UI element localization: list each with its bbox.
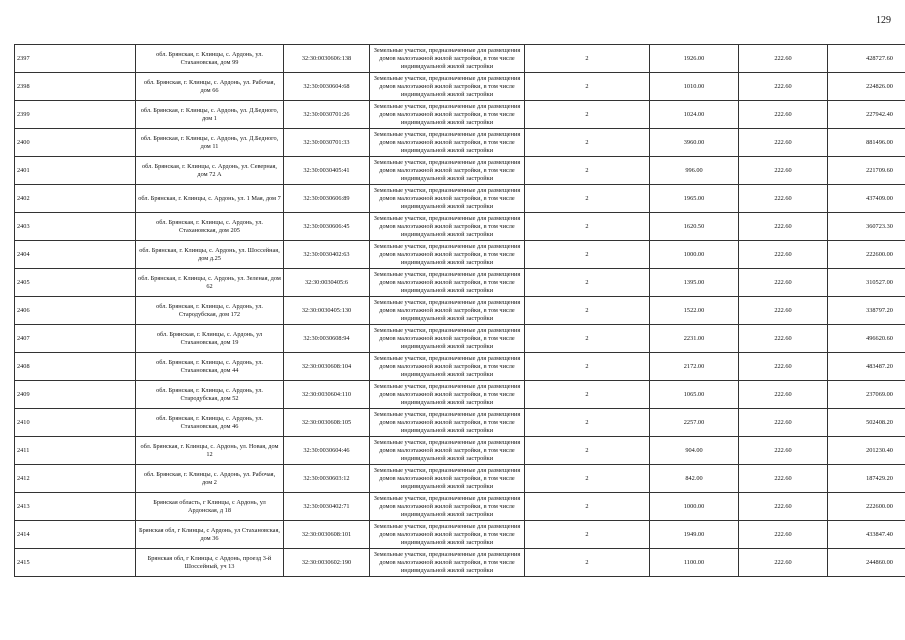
cadastral-number-cell: 32:30:0030604:110 — [284, 381, 370, 409]
page-number: 129 — [876, 15, 891, 26]
category-cell: 2 — [525, 325, 650, 353]
area-cell: 3960.00 — [650, 129, 739, 157]
rate-cell: 222.60 — [739, 241, 828, 269]
land-use-cell: Земельные участки, предназначенные для размещения домов малоэтажной жилой застройки, в том числе индивидуальной жилой застройки — [370, 381, 525, 409]
category-cell: 2 — [525, 213, 650, 241]
area-cell: 1949.00 — [650, 521, 739, 549]
area-cell: 2231.00 — [650, 325, 739, 353]
address-cell: обл. Брянская, г. Клинцы, с. Ардонь, ул Стахановская, дом 19 — [136, 325, 284, 353]
row-number: 2404 — [15, 241, 136, 269]
area-cell: 1395.00 — [650, 269, 739, 297]
cadastral-number-cell: 32:30:0030402:71 — [284, 493, 370, 521]
table-row — [15, 241, 905, 269]
address-cell: обл. Брянская, г. Клинцы, с. Ардонь, ул. Д.Бедного, дом 11 — [136, 129, 284, 157]
address-cell: обл. Брянская, г. Клинцы, с. Ардонь, ул. Стародубская, дом 52 — [136, 381, 284, 409]
rate-cell: 222.60 — [739, 297, 828, 325]
cadastral-value-cell: 881496.00 — [828, 129, 905, 157]
table-row — [15, 157, 905, 185]
cadastral-number-cell: 32:30:0030608:104 — [284, 353, 370, 381]
land-use-cell: Земельные участки, предназначенные для размещения домов малоэтажной жилой застройки, в том числе индивидуальной жилой застройки — [370, 73, 525, 101]
cadastral-value-cell: 221709.60 — [828, 157, 905, 185]
category-cell: 2 — [525, 157, 650, 185]
rate-cell: 222.60 — [739, 353, 828, 381]
cadastral-number-cell: 32:30:0030608:101 — [284, 521, 370, 549]
area-cell: 2257.00 — [650, 409, 739, 437]
row-number: 2407 — [15, 325, 136, 353]
land-use-cell: Земельные участки, предназначенные для размещения домов малоэтажной жилой застройки, в том числе индивидуальной жилой застройки — [370, 493, 525, 521]
cadastral-value-cell: 222600.00 — [828, 493, 905, 521]
rate-cell: 222.60 — [739, 493, 828, 521]
area-cell: 1965.00 — [650, 185, 739, 213]
area-cell: 1000.00 — [650, 241, 739, 269]
row-number: 2411 — [15, 437, 136, 465]
address-cell: обл. Брянская, г. Клинцы, с. Ардонь, ул. Шоссейная, дом д.25 — [136, 241, 284, 269]
table-row — [15, 465, 905, 493]
row-number: 2405 — [15, 269, 136, 297]
table-row — [15, 325, 905, 353]
cadastral-number-cell: 32:30:0030603:12 — [284, 465, 370, 493]
category-cell: 2 — [525, 73, 650, 101]
category-cell: 2 — [525, 381, 650, 409]
row-number: 2400 — [15, 129, 136, 157]
category-cell: 2 — [525, 297, 650, 325]
land-use-cell: Земельные участки, предназначенные для размещения домов малоэтажной жилой застройки, в том числе индивидуальной жилой застройки — [370, 129, 525, 157]
address-cell: обл. Брянская, г. Клинцы, с. Ардонь, ул. Зеленая, дом 62 — [136, 269, 284, 297]
area-cell: 1100.00 — [650, 549, 739, 577]
area-cell: 904.00 — [650, 437, 739, 465]
category-cell: 2 — [525, 101, 650, 129]
table-row — [15, 493, 905, 521]
rate-cell: 222.60 — [739, 129, 828, 157]
land-use-cell: Земельные участки, предназначенные для размещения домов малоэтажной жилой застройки, в том числе индивидуальной жилой застройки — [370, 437, 525, 465]
cadastral-value-cell: 496620.60 — [828, 325, 905, 353]
area-cell: 1926.00 — [650, 45, 739, 73]
land-use-cell: Земельные участки, предназначенные для размещения домов малоэтажной жилой застройки, в том числе индивидуальной жилой застройки — [370, 521, 525, 549]
land-use-cell: Земельные участки, предназначенные для размещения домов малоэтажной жилой застройки, в том числе индивидуальной жилой застройки — [370, 353, 525, 381]
row-number: 2409 — [15, 381, 136, 409]
table-row — [15, 297, 905, 325]
area-cell: 1000.00 — [650, 493, 739, 521]
cadastral-number-cell: 32:30:0030701:26 — [284, 101, 370, 129]
area-cell: 2172.00 — [650, 353, 739, 381]
cadastral-number-cell: 32:30:0030405:6 — [284, 269, 370, 297]
table-row — [15, 549, 905, 577]
table-row — [15, 73, 905, 101]
rate-cell: 222.60 — [739, 521, 828, 549]
table-row — [15, 381, 905, 409]
land-use-cell: Земельные участки, предназначенные для размещения домов малоэтажной жилой застройки, в том числе индивидуальной жилой застройки — [370, 297, 525, 325]
cadastral-number-cell: 32:30:0030606:45 — [284, 213, 370, 241]
cadastral-value-cell: 483487.20 — [828, 353, 905, 381]
area-cell: 1065.00 — [650, 381, 739, 409]
table-row — [15, 45, 905, 73]
address-cell: обл. Брянская, г. Клинцы, с. Ардонь, ул. Стахановская, дом 99 — [136, 45, 284, 73]
land-use-cell: Земельные участки, предназначенные для размещения домов малоэтажной жилой застройки, в том числе индивидуальной жилой застройки — [370, 325, 525, 353]
cadastral-value-cell: 224826.00 — [828, 73, 905, 101]
cadastral-number-cell: 32:30:0030604:46 — [284, 437, 370, 465]
area-cell: 1522.00 — [650, 297, 739, 325]
row-number: 2399 — [15, 101, 136, 129]
cadastral-value-cell: 201230.40 — [828, 437, 905, 465]
cadastral-value-cell: 244860.00 — [828, 549, 905, 577]
cadastral-number-cell: 32:30:0030405:41 — [284, 157, 370, 185]
area-cell: 1620.50 — [650, 213, 739, 241]
table-row — [15, 353, 905, 381]
land-use-cell: Земельные участки, предназначенные для размещения домов малоэтажной жилой застройки, в том числе индивидуальной жилой застройки — [370, 241, 525, 269]
rate-cell: 222.60 — [739, 73, 828, 101]
category-cell: 2 — [525, 437, 650, 465]
rate-cell: 222.60 — [739, 213, 828, 241]
table-row — [15, 409, 905, 437]
table-row — [15, 185, 905, 213]
land-use-cell: Земельные участки, предназначенные для размещения домов малоэтажной жилой застройки, в том числе индивидуальной жилой застройки — [370, 213, 525, 241]
cadastral-value-cell: 437409.00 — [828, 185, 905, 213]
cadastral-value-cell: 187429.20 — [828, 465, 905, 493]
address-cell: обл. Брянская, г. Клинцы, с. Ардонь, ул. Новая, дом 12 — [136, 437, 284, 465]
cadastral-number-cell: 32:30:0030608:105 — [284, 409, 370, 437]
cadastral-value-cell: 360723.30 — [828, 213, 905, 241]
table-row — [15, 521, 905, 549]
address-cell: обл. Брянская, г. Клинцы, с. Ардонь, ул. Стародубская, дом 172 — [136, 297, 284, 325]
category-cell: 2 — [525, 493, 650, 521]
cadastral-number-cell: 32:30:0030701:33 — [284, 129, 370, 157]
row-number: 2410 — [15, 409, 136, 437]
land-use-cell: Земельные участки, предназначенные для размещения домов малоэтажной жилой застройки, в том числе индивидуальной жилой застройки — [370, 549, 525, 577]
cadastral-number-cell: 32:30:0030602:190 — [284, 549, 370, 577]
row-number: 2414 — [15, 521, 136, 549]
address-cell: Брянская обл, г Клинцы, с Ардонь, проезд 3-й Шоссейный, уч 13 — [136, 549, 284, 577]
cadastral-number-cell: 32:30:0030606:89 — [284, 185, 370, 213]
row-number: 2415 — [15, 549, 136, 577]
table-body — [15, 45, 905, 577]
rate-cell: 222.60 — [739, 101, 828, 129]
area-cell: 1024.00 — [650, 101, 739, 129]
cadastral-number-cell: 32:30:0030405:130 — [284, 297, 370, 325]
table-row — [15, 269, 905, 297]
category-cell: 2 — [525, 185, 650, 213]
address-cell: обл. Брянская, г. Клинцы, с. Ардонь, ул. Рабочая, дом 2 — [136, 465, 284, 493]
land-use-cell: Земельные участки, предназначенные для размещения домов малоэтажной жилой застройки, в том числе индивидуальной жилой застройки — [370, 269, 525, 297]
category-cell: 2 — [525, 129, 650, 157]
rate-cell: 222.60 — [739, 269, 828, 297]
address-cell: обл. Брянская, г. Клинцы, с. Ардонь, ул. Северная, дом 72 А — [136, 157, 284, 185]
cadastral-value-cell: 502408.20 — [828, 409, 905, 437]
cadastral-value-cell: 237069.00 — [828, 381, 905, 409]
category-cell: 2 — [525, 269, 650, 297]
cadastral-value-cell: 310527.00 — [828, 269, 905, 297]
land-use-cell: Земельные участки, предназначенные для размещения домов малоэтажной жилой застройки, в том числе индивидуальной жилой застройки — [370, 185, 525, 213]
rate-cell: 222.60 — [739, 409, 828, 437]
row-number: 2412 — [15, 465, 136, 493]
cadastral-value-cell: 227942.40 — [828, 101, 905, 129]
land-use-cell: Земельные участки, предназначенные для размещения домов малоэтажной жилой застройки, в том числе индивидуальной жилой застройки — [370, 409, 525, 437]
cadastral-number-cell: 32:30:0030608:94 — [284, 325, 370, 353]
category-cell: 2 — [525, 353, 650, 381]
address-cell: обл. Брянская, г. Клинцы, с. Ардонь, ул. Рабочая, дом 66 — [136, 73, 284, 101]
address-cell: Брянская обл, г Клинцы, с Ардонь, ул Стахановская, дом 36 — [136, 521, 284, 549]
table-row — [15, 129, 905, 157]
category-cell: 2 — [525, 241, 650, 269]
category-cell: 2 — [525, 45, 650, 73]
area-cell: 1010.00 — [650, 73, 739, 101]
land-use-cell: Земельные участки, предназначенные для размещения домов малоэтажной жилой застройки, в том числе индивидуальной жилой застройки — [370, 465, 525, 493]
rate-cell: 222.60 — [739, 549, 828, 577]
row-number: 2397 — [15, 45, 136, 73]
land-use-cell: Земельные участки, предназначенные для размещения домов малоэтажной жилой застройки, в том числе индивидуальной жилой застройки — [370, 45, 525, 73]
address-cell: Брянская область, г Клинцы, с Ардонь, ул Ардонская, д 18 — [136, 493, 284, 521]
row-number: 2401 — [15, 157, 136, 185]
row-number: 2413 — [15, 493, 136, 521]
rate-cell: 222.60 — [739, 381, 828, 409]
row-number: 2402 — [15, 185, 136, 213]
rate-cell: 222.60 — [739, 465, 828, 493]
cadastral-value-cell: 338797.20 — [828, 297, 905, 325]
area-cell: 842.00 — [650, 465, 739, 493]
cadastral-number-cell: 32:30:0030606:138 — [284, 45, 370, 73]
land-use-cell: Земельные участки, предназначенные для размещения домов малоэтажной жилой застройки, в том числе индивидуальной жилой застройки — [370, 157, 525, 185]
row-number: 2408 — [15, 353, 136, 381]
cadastral-value-cell: 428727.60 — [828, 45, 905, 73]
rate-cell: 222.60 — [739, 45, 828, 73]
cadastral-value-cell: 222600.00 — [828, 241, 905, 269]
category-cell: 2 — [525, 521, 650, 549]
rate-cell: 222.60 — [739, 325, 828, 353]
land-registry-table — [14, 44, 905, 577]
category-cell: 2 — [525, 409, 650, 437]
cadastral-number-cell: 32:30:0030402:63 — [284, 241, 370, 269]
rate-cell: 222.60 — [739, 437, 828, 465]
category-cell: 2 — [525, 465, 650, 493]
cadastral-number-cell: 32:30:0030604:68 — [284, 73, 370, 101]
table-row — [15, 101, 905, 129]
table-row — [15, 213, 905, 241]
category-cell: 2 — [525, 549, 650, 577]
address-cell: обл. Брянская, г. Клинцы, с. Ардонь, ул. Стахановская, дом 205 — [136, 213, 284, 241]
row-number: 2398 — [15, 73, 136, 101]
address-cell: обл. Брянская, г. Клинцы, с. Ардонь, ул. Д.Бедного, дом 1 — [136, 101, 284, 129]
address-cell: обл. Брянская, г. Клинцы, с. Ардонь, ул. 1 Мая, дом 7 — [136, 185, 284, 213]
table-row — [15, 437, 905, 465]
area-cell: 996.00 — [650, 157, 739, 185]
cadastral-value-cell: 433847.40 — [828, 521, 905, 549]
rate-cell: 222.60 — [739, 185, 828, 213]
address-cell: обл. Брянская, г. Клинцы, с. Ардонь, ул. Стахановская, дом 44 — [136, 353, 284, 381]
land-use-cell: Земельные участки, предназначенные для размещения домов малоэтажной жилой застройки, в том числе индивидуальной жилой застройки — [370, 101, 525, 129]
address-cell: обл. Брянская, г. Клинцы, с. Ардонь, ул. Стахановская, дом 46 — [136, 409, 284, 437]
row-number: 2406 — [15, 297, 136, 325]
rate-cell: 222.60 — [739, 157, 828, 185]
row-number: 2403 — [15, 213, 136, 241]
